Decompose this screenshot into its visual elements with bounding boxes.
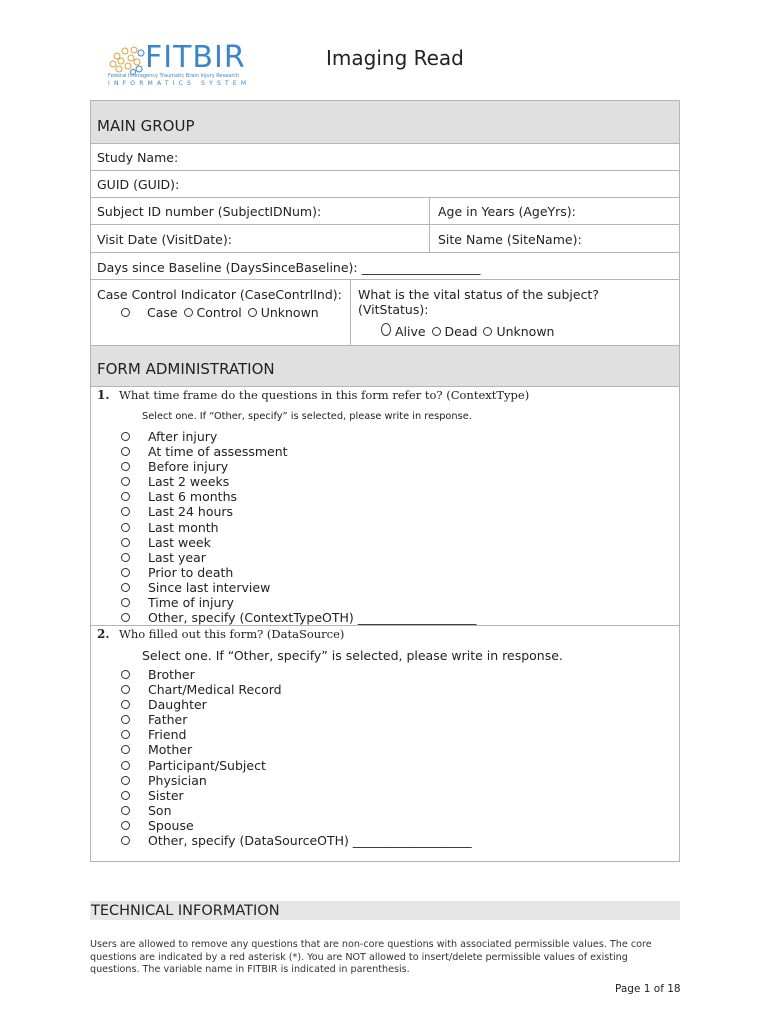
main-group-heading: MAIN GROUP (91, 101, 679, 143)
page-number: Page 1 of 18 (615, 983, 681, 995)
radio-icon[interactable] (121, 492, 130, 501)
option-label: Prior to death (148, 564, 234, 580)
list-item[interactable] (120, 520, 477, 535)
option-label: Friend (148, 727, 187, 743)
list-item[interactable] (120, 682, 472, 697)
radio-icon[interactable] (121, 538, 130, 547)
question-2-number: 2. (97, 627, 110, 641)
divider (91, 252, 679, 253)
divider (91, 386, 679, 387)
list-item[interactable] (120, 429, 477, 444)
alive-option-label: Alive (394, 324, 426, 339)
logo-text: FITBIR (145, 40, 246, 75)
radio-icon[interactable] (121, 462, 130, 471)
option-label: Since last interview (148, 579, 271, 595)
option-label: Father (148, 712, 188, 728)
vital-status-label-line1: What is the vital status of the subject? (358, 287, 599, 302)
case-control-options (121, 305, 319, 320)
vital-status-label-line2: (VitStatus): (358, 302, 429, 317)
radio-icon[interactable] (121, 730, 130, 739)
list-item[interactable] (120, 565, 477, 580)
radio-icon[interactable] (121, 598, 130, 607)
option-label: At time of assessment (148, 444, 288, 460)
option-label: Daughter (148, 697, 207, 713)
option-label: Last month (148, 519, 219, 535)
option-label: Spouse (148, 817, 194, 833)
column-divider (350, 279, 351, 345)
guid-label: GUID (GUID): (97, 177, 180, 192)
column-divider (429, 197, 430, 252)
study-name-label: Study Name: (97, 150, 179, 165)
option-label: Last 2 weeks (148, 474, 230, 490)
option-label: Participant/Subject (148, 757, 266, 773)
unknown-option-label: Unknown (260, 305, 319, 320)
control-option-label: Control (196, 305, 242, 320)
list-item[interactable] (120, 773, 472, 788)
list-item[interactable] (120, 742, 472, 757)
divider (91, 625, 679, 626)
dead-option-label: Dead (444, 324, 478, 339)
fitbir-logo (105, 40, 251, 92)
list-item[interactable] (120, 474, 477, 489)
vital-unknown-option-label: Unknown (496, 324, 555, 339)
radio-icon[interactable] (121, 761, 130, 770)
site-name-label: Site Name (SiteName): (438, 232, 582, 247)
radio-icon[interactable] (121, 685, 130, 694)
radio-icon[interactable] (121, 447, 130, 456)
radio-icon[interactable] (121, 715, 130, 724)
option-label: Physician (148, 772, 207, 788)
option-label: Last week (148, 534, 211, 550)
divider (91, 224, 679, 225)
list-item[interactable] (120, 580, 477, 595)
age-label: Age in Years (AgeYrs): (438, 204, 576, 219)
form-administration-heading: FORM ADMINISTRATION (91, 346, 679, 386)
list-item[interactable] (120, 833, 472, 848)
list-item[interactable] (120, 610, 477, 625)
radio-icon[interactable] (121, 700, 130, 709)
radio-icon[interactable] (121, 523, 130, 532)
unknown-radio[interactable] (248, 308, 257, 317)
question-1-text: What time frame do the questions in this form refer to? (ContextType) (119, 388, 530, 402)
case-control-label: Case Control Indicator (CaseContrlInd): (97, 287, 342, 302)
logo-tagline: INFORMATICS SYSTEM (108, 80, 251, 87)
list-item[interactable] (120, 489, 477, 504)
option-label: Mother (148, 742, 193, 758)
list-item[interactable] (120, 459, 477, 474)
radio-icon[interactable] (121, 568, 130, 577)
case-radio[interactable] (121, 308, 130, 317)
list-item[interactable] (120, 667, 472, 682)
radio-icon[interactable] (121, 745, 130, 754)
radio-icon[interactable] (121, 477, 130, 486)
radio-icon[interactable] (121, 821, 130, 830)
list-item[interactable] (120, 697, 472, 712)
radio-icon[interactable] (121, 613, 130, 622)
list-item[interactable] (120, 727, 472, 742)
list-item[interactable] (120, 803, 472, 818)
list-item[interactable] (120, 444, 477, 459)
list-item[interactable] (120, 712, 472, 727)
radio-icon[interactable] (121, 670, 130, 679)
option-label: Last 24 hours (148, 504, 234, 520)
radio-icon[interactable] (121, 776, 130, 785)
option-label: Last year (148, 549, 206, 565)
divider (91, 279, 679, 280)
logo-subtitle: Federal Interagency Traumatic Brain Injury Research (108, 73, 240, 79)
radio-icon[interactable] (121, 806, 130, 815)
option-label: Sister (148, 787, 184, 803)
option-label: Time of injury (148, 595, 234, 611)
option-label: After injury (148, 429, 218, 444)
option-label: Before injury (148, 459, 229, 475)
question-2-options (120, 667, 472, 848)
visit-date-label: Visit Date (VisitDate): (97, 232, 232, 247)
option-label: Last 6 months (148, 489, 238, 505)
vital-status-options (381, 323, 554, 339)
option-label: Chart/Medical Record (148, 682, 282, 698)
list-item[interactable] (120, 818, 472, 833)
radio-icon[interactable] (121, 432, 130, 441)
divider (91, 170, 679, 171)
document-title: Imaging Read (326, 46, 464, 70)
question-2-text: Who filled out this form? (DataSource) (119, 627, 345, 641)
alive-radio[interactable] (381, 323, 391, 336)
option-label: Other, specify (DataSourceOTH) ___________________ (148, 833, 472, 849)
list-item[interactable] (120, 535, 477, 550)
technical-information-heading: TECHNICAL INFORMATION (90, 901, 680, 920)
dead-radio[interactable] (432, 327, 441, 336)
radio-icon[interactable] (121, 507, 130, 516)
case-option-label: Case (146, 305, 178, 320)
question-1-number: 1. (97, 388, 110, 402)
divider (91, 143, 679, 144)
radio-icon[interactable] (121, 836, 130, 845)
radio-icon[interactable] (121, 583, 130, 592)
question-1-instruction: Select one. If “Other, specify” is selected, please write in response. (142, 411, 472, 422)
option-label: Brother (148, 667, 195, 682)
radio-icon[interactable] (121, 553, 130, 562)
vital-unknown-radio[interactable] (483, 327, 492, 336)
control-radio[interactable] (184, 308, 193, 317)
days-since-baseline-field: Days since Baseline (DaysSinceBaseline): ___________________ (97, 260, 481, 275)
question-1-options (120, 429, 477, 625)
list-item[interactable] (120, 758, 472, 773)
technical-information-text: Users are allowed to remove any questions that are non-core questions with associated permissible values. The core questions are indicated by a red asterisk (*). You are NOT allowed to insert/delete permissible values of existing questions. The variable name in FITBIR is indicated in parenthesis. (90, 939, 652, 975)
subject-id-label: Subject ID number (SubjectIDNum): (97, 204, 322, 219)
list-item[interactable] (120, 788, 472, 803)
list-item[interactable] (120, 504, 477, 519)
question-2-instruction: Select one. If “Other, specify” is selected, please write in response. (142, 648, 563, 663)
list-item[interactable] (120, 595, 477, 610)
option-label: Other, specify (ContextTypeOTH) ___________________ (148, 610, 477, 626)
radio-icon[interactable] (121, 791, 130, 800)
divider (91, 197, 679, 198)
list-item[interactable] (120, 550, 477, 565)
option-label: Son (148, 802, 172, 818)
